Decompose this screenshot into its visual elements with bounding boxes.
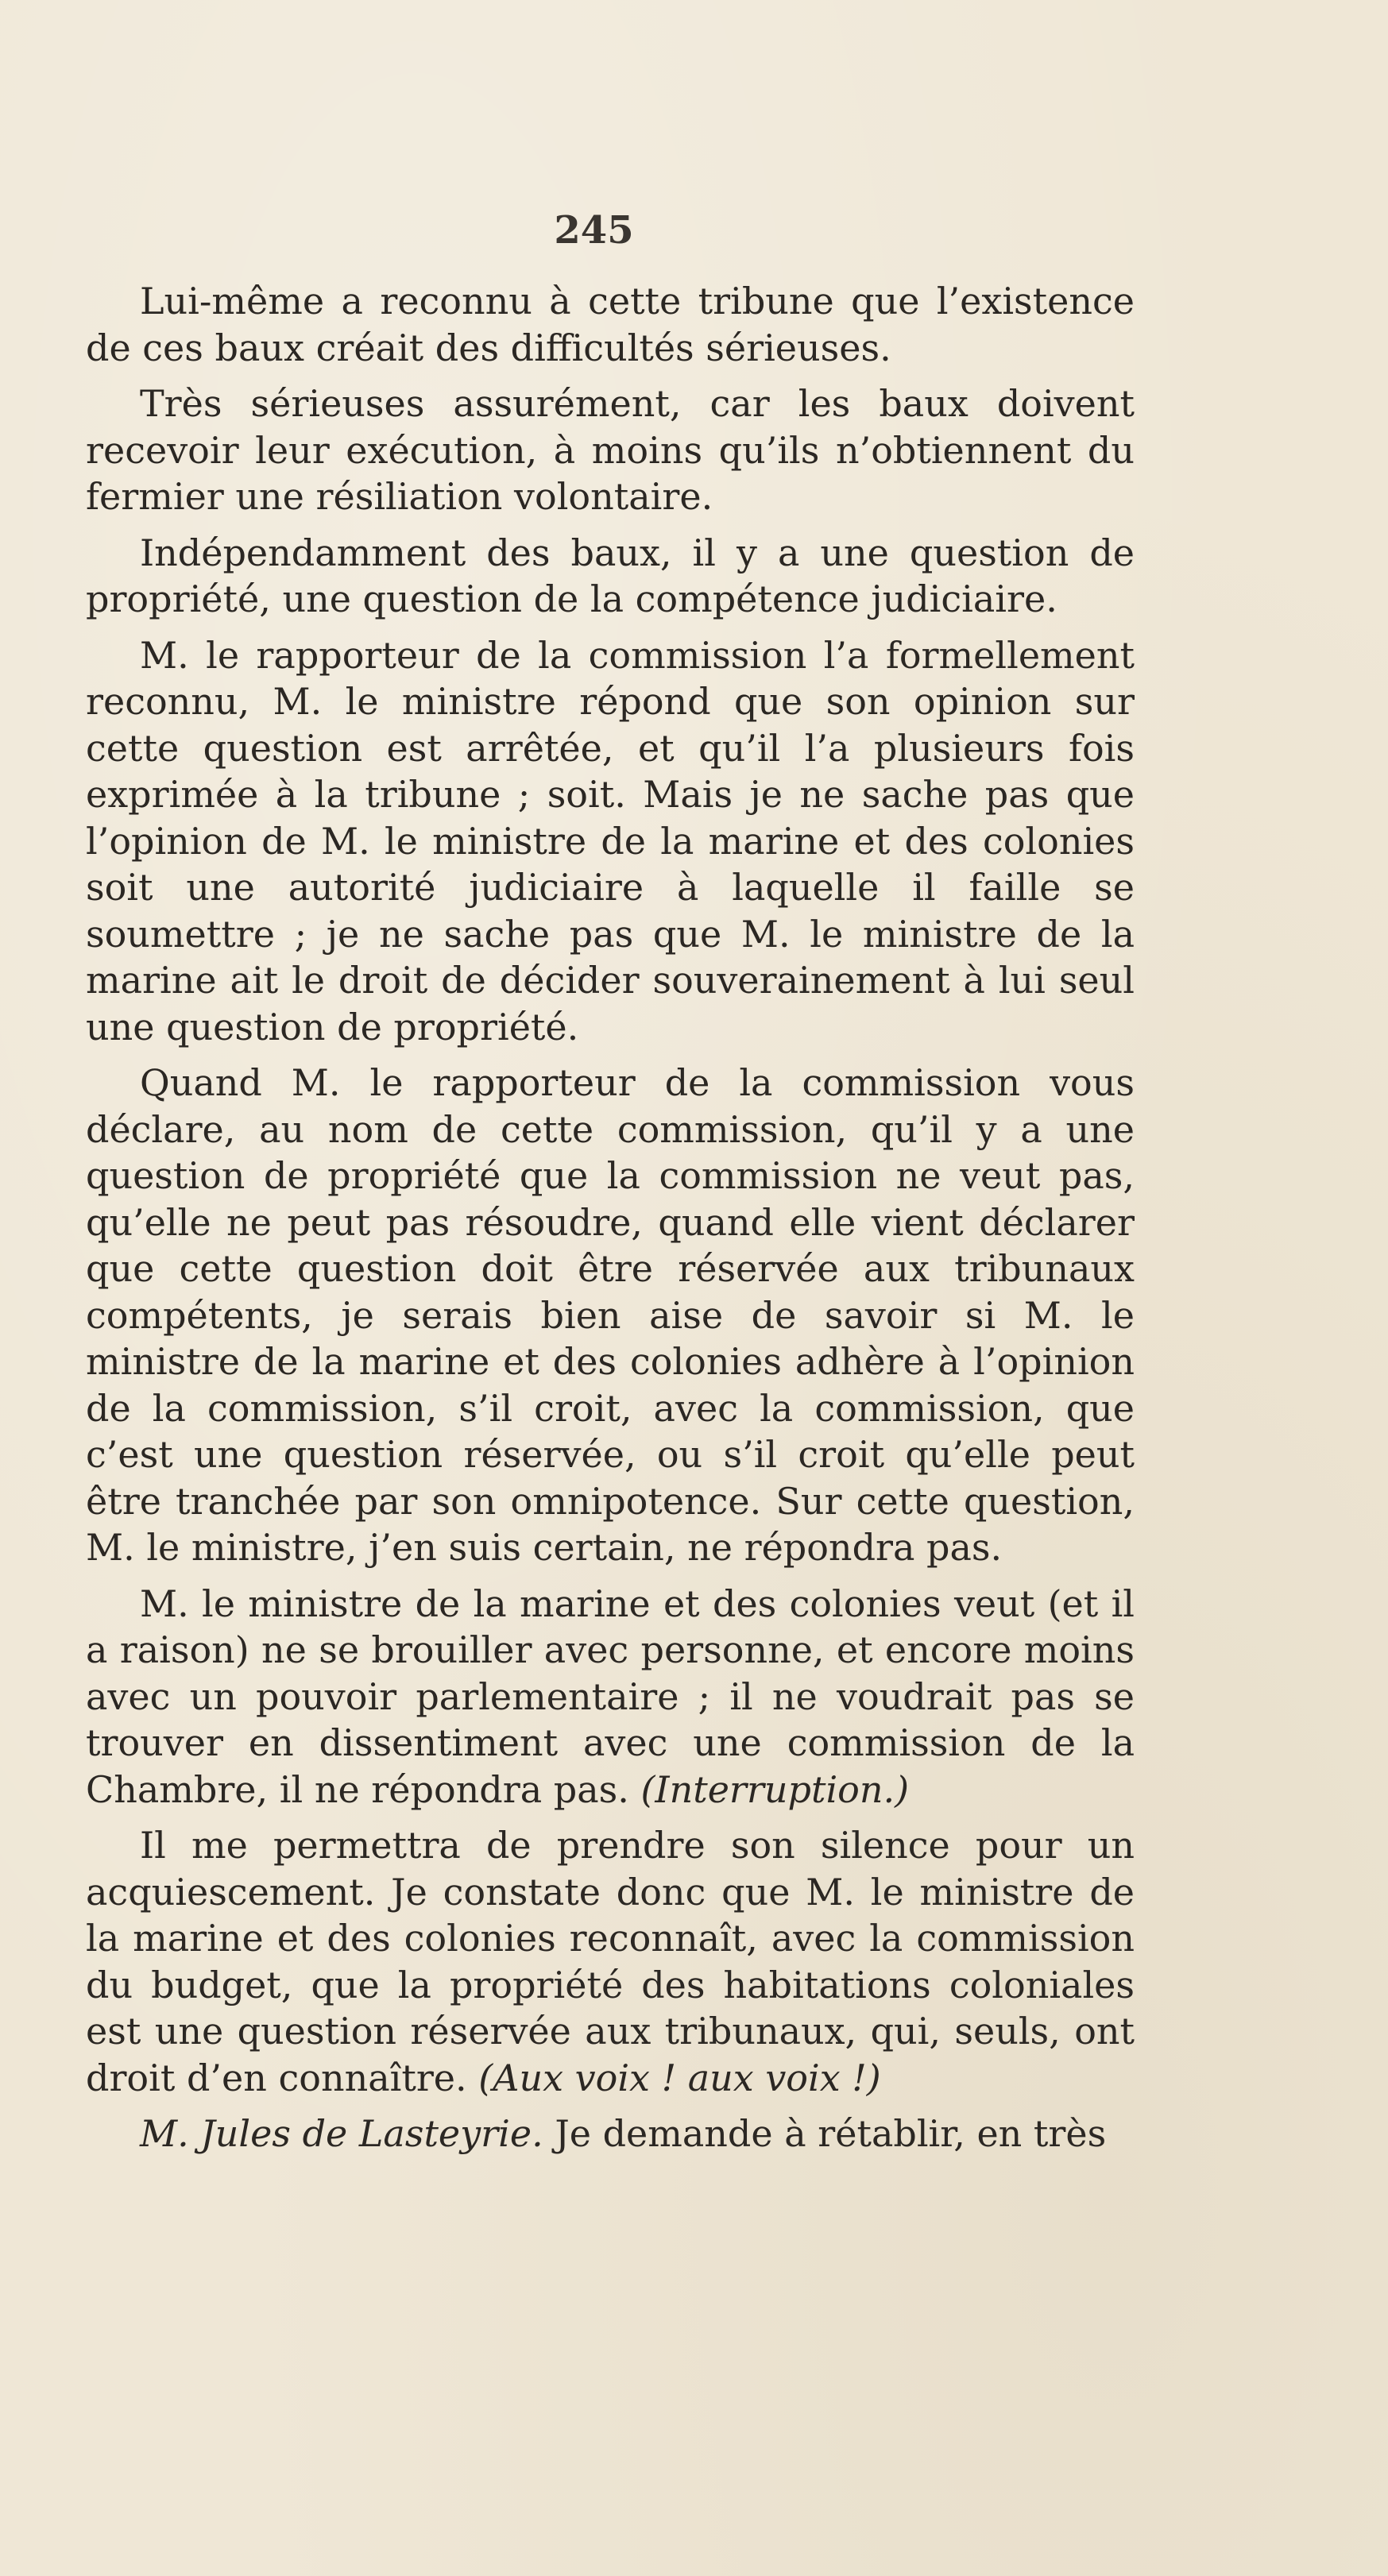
paragraph-text: M. le ministre de la marine et des colonies veut (et il a raison) ne se brouiller avec personne, et encore moins avec un pouvoir parlementaire ; il ne voudrait pas se trouver en dissentiment avec une commission de la Chambre, il ne répondra pas. — [86, 1582, 1135, 1811]
body-text — [86, 278, 1135, 2157]
speaker-name: M. Jules de Lasteyrie. — [140, 2112, 543, 2155]
paragraph-text: Je demande à rétablir, en très — [555, 2112, 1107, 2155]
paragraph-4 — [86, 632, 1135, 1051]
paragraph-text: Très sérieuses assurément, car les baux doivent recevoir leur exécution, à moins qu’ils n’obtiennent du fermier une résiliation volontaire. — [86, 382, 1135, 518]
paragraph-8 — [86, 2111, 1135, 2157]
paragraph-2 — [86, 380, 1135, 520]
interjection: (Interruption.) — [640, 1767, 910, 1811]
paragraph-6 — [86, 1581, 1135, 1813]
paragraph-text: Quand M. le rapporteur de la commission vous déclare, au nom de cette commission, qu’il y a une question de propriété que la commission ne veut pas, qu’elle ne peut pas résoudre, quand elle vient déclarer que cette question doit être réservée aux tribunaux compétents, je serais bien aise de savoir si M. le ministre de la marine et des colonies adhère à l’opinion de la commission, s’il croit, avec la commission, que c’est une question réservée, ou s’il croit qu’elle peut être tranchée par son omnipotence. Sur cette question, M. le ministre, j’en suis certain, ne répondra pas. — [86, 1061, 1135, 1569]
page-number: 245 — [554, 208, 634, 253]
paragraph-text: Indépendamment des baux, il y a une question de propriété, une question de la compétence judiciaire. — [86, 531, 1135, 620]
paragraph-text: M. le rapporteur de la commission l’a formellement reconnu, M. le ministre répond que son opinion sur cette question est arrêtée, et qu’il l’a plusieurs fois exprimée à la tribune ; soit. Mais je ne sache pas que l’opinion de M. le ministre de la marine et des colonies soit une autorité judiciaire à laquelle il faille se soumettre ; je ne sache pas que M. le ministre de la marine ait le droit de décider souverainement à lui seul une question de propriété. — [86, 633, 1135, 1049]
paragraph-text: Lui-même a reconnu à cette tribune que l’existence de ces baux créait des difficultés sérieuses. — [86, 280, 1135, 369]
paragraph-7 — [86, 1822, 1135, 2101]
paragraph-5 — [86, 1060, 1135, 1571]
interjection: (Aux voix ! aux voix !) — [478, 2056, 881, 2099]
paragraph-text: Il me permettra de prendre son silence pour un acquiescement. Je constate donc que M. le ministre de la marine et des colonies reconnaît, avec la commission du budget, que la propriété des habitations coloniales est une question réservée aux tribunaux, qui, seuls, ont droit d’en connaître. — [86, 1824, 1135, 2099]
paragraph-1 — [86, 278, 1135, 371]
paragraph-3 — [86, 530, 1135, 623]
